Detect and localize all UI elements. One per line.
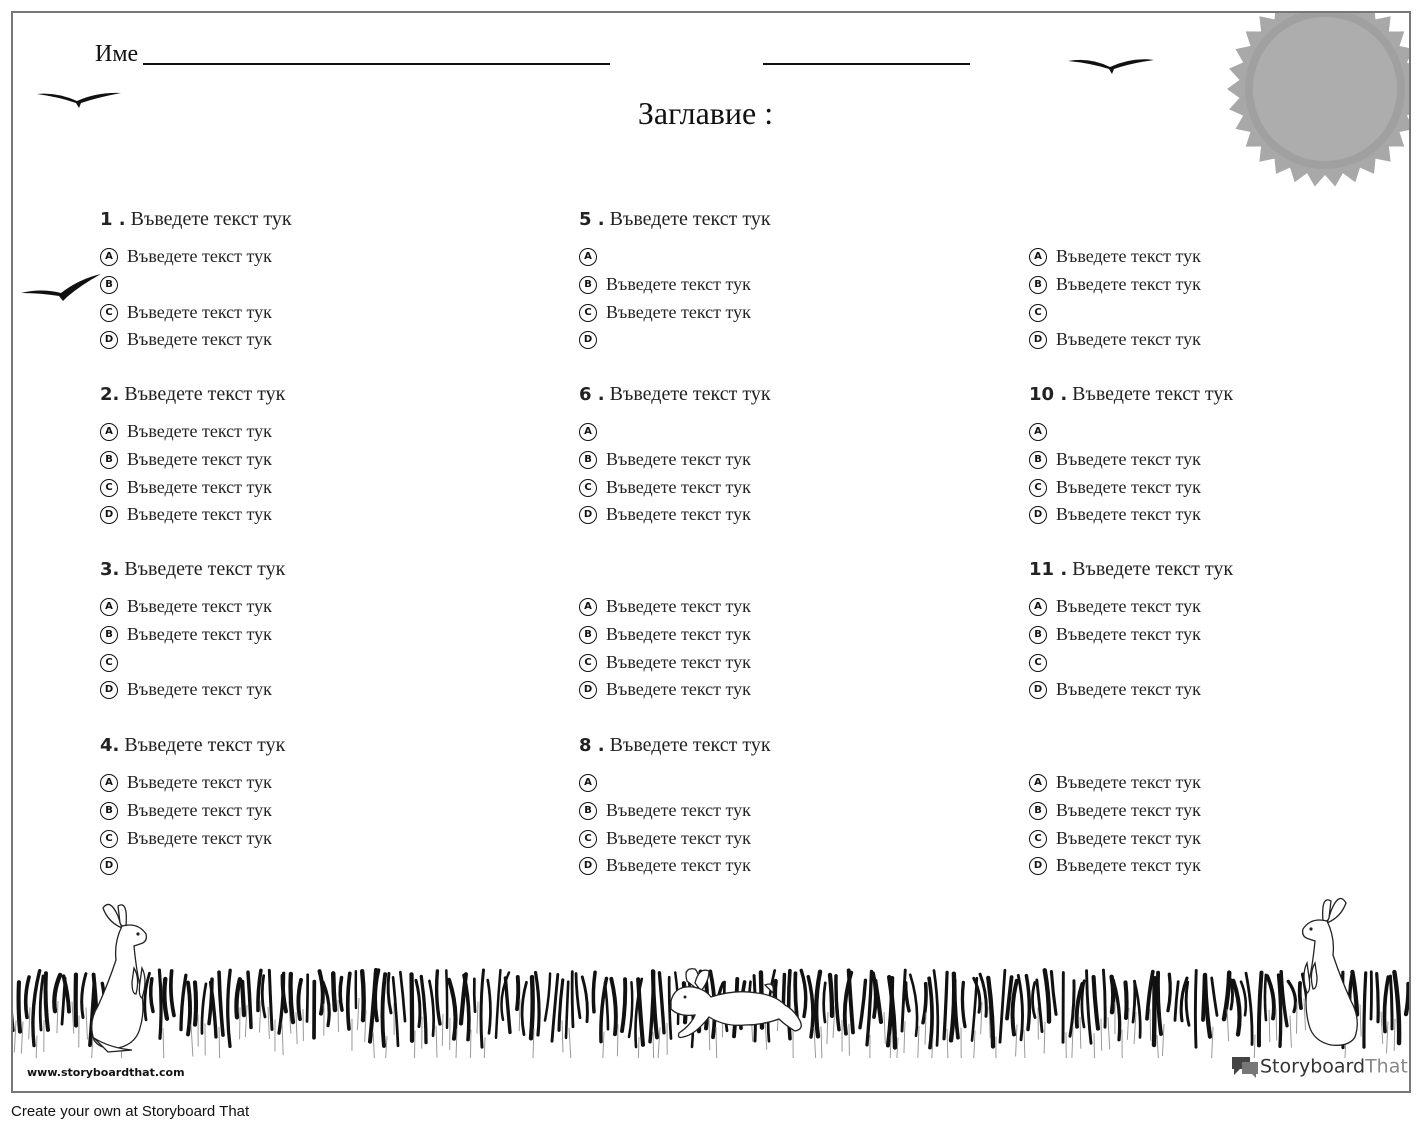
option-bubble-a[interactable]: A bbox=[1029, 774, 1047, 792]
option-bubble-a[interactable]: A bbox=[1029, 248, 1047, 266]
option-text: Въведете текст тук bbox=[1056, 449, 1201, 469]
answer-option[interactable] bbox=[100, 678, 272, 700]
answer-option[interactable] bbox=[100, 595, 272, 617]
option-text: Въведете текст тук bbox=[127, 772, 272, 792]
option-bubble-b[interactable]: B bbox=[1029, 626, 1047, 644]
answer-option[interactable] bbox=[1029, 854, 1201, 876]
speech-bubble-icon bbox=[1230, 1055, 1260, 1079]
option-text: Въведете текст тук bbox=[127, 421, 272, 441]
answer-option[interactable] bbox=[100, 623, 272, 645]
option-bubble-c[interactable]: C bbox=[100, 654, 118, 672]
option-text: Въведете текст тук bbox=[1056, 504, 1201, 524]
name-label: Име bbox=[95, 41, 139, 67]
question-heading[interactable] bbox=[100, 734, 285, 757]
answer-option[interactable] bbox=[1029, 273, 1201, 295]
option-bubble-c[interactable]: C bbox=[1029, 830, 1047, 848]
option-bubble-c[interactable]: C bbox=[1029, 479, 1047, 497]
question-heading[interactable] bbox=[1029, 383, 1233, 406]
question-text: Въведете текст тук bbox=[124, 383, 286, 405]
option-text: Въведете текст тук bbox=[606, 274, 751, 294]
answer-option[interactable] bbox=[100, 503, 272, 525]
option-text: Въведете текст тук bbox=[127, 596, 272, 616]
option-text: Въведете текст тук bbox=[1056, 855, 1201, 875]
option-bubble-d[interactable]: D bbox=[100, 506, 118, 524]
answer-option[interactable] bbox=[579, 623, 751, 645]
question-number: 6 . bbox=[579, 384, 605, 405]
option-bubble-c[interactable]: C bbox=[1029, 654, 1047, 672]
answer-option[interactable] bbox=[579, 245, 606, 267]
option-bubble-d[interactable]: D bbox=[579, 331, 597, 349]
answer-option[interactable] bbox=[1029, 651, 1056, 673]
option-text: Въведете текст тук bbox=[606, 624, 751, 644]
option-bubble-b[interactable]: B bbox=[100, 802, 118, 820]
question-heading[interactable] bbox=[1029, 558, 1233, 581]
answer-option[interactable] bbox=[100, 827, 272, 849]
question-text: Въведете текст тук bbox=[130, 208, 292, 230]
option-text: Въведете текст тук bbox=[606, 679, 751, 699]
question-heading[interactable] bbox=[1029, 734, 1034, 757]
option-bubble-c[interactable]: C bbox=[100, 830, 118, 848]
option-bubble-b[interactable]: B bbox=[100, 451, 118, 469]
option-bubble-b[interactable]: B bbox=[1029, 451, 1047, 469]
name-input-line[interactable] bbox=[143, 63, 610, 65]
rabbit-icon bbox=[1281, 891, 1361, 1051]
option-text: Въведете текст тук bbox=[606, 828, 751, 848]
option-bubble-a[interactable]: A bbox=[579, 248, 597, 266]
option-text: Въведете текст тук bbox=[1056, 246, 1201, 266]
answer-option[interactable] bbox=[579, 476, 751, 498]
answer-option[interactable] bbox=[579, 678, 751, 700]
option-text: Въведете текст тук bbox=[127, 679, 272, 699]
worksheet bbox=[11, 11, 1411, 1093]
rabbit-icon bbox=[665, 965, 810, 1045]
answer-option[interactable] bbox=[579, 273, 751, 295]
option-bubble-d[interactable]: D bbox=[1029, 681, 1047, 699]
option-bubble-b[interactable]: B bbox=[1029, 276, 1047, 294]
option-text: Въведете текст тук bbox=[1056, 772, 1201, 792]
option-text: Въведете текст тук bbox=[1056, 800, 1201, 820]
option-bubble-c[interactable]: C bbox=[1029, 304, 1047, 322]
brand-that: That bbox=[1365, 1055, 1408, 1078]
option-text: Въведете текст тук bbox=[127, 828, 272, 848]
option-bubble-a[interactable]: A bbox=[1029, 598, 1047, 616]
option-text: Въведете текст тук bbox=[1056, 624, 1201, 644]
option-text: Въведете текст тук bbox=[127, 449, 272, 469]
option-text: Въведете текст тук bbox=[127, 800, 272, 820]
option-bubble-d[interactable]: D bbox=[579, 506, 597, 524]
option-bubble-d[interactable]: D bbox=[100, 681, 118, 699]
question-heading[interactable] bbox=[100, 558, 285, 581]
answer-option[interactable] bbox=[100, 328, 272, 350]
answer-option[interactable] bbox=[1029, 245, 1201, 267]
answer-option[interactable] bbox=[100, 420, 272, 442]
option-text: Въведете текст тук bbox=[606, 800, 751, 820]
question-heading[interactable] bbox=[100, 208, 292, 231]
question-text: Въведете текст тук bbox=[1072, 558, 1234, 580]
option-bubble-a[interactable]: A bbox=[579, 774, 597, 792]
option-bubble-c[interactable]: C bbox=[579, 304, 597, 322]
answer-option[interactable] bbox=[100, 245, 272, 267]
option-text: Въведете текст тук bbox=[606, 477, 751, 497]
answer-option[interactable] bbox=[100, 301, 272, 323]
answer-option[interactable] bbox=[579, 301, 751, 323]
answer-option[interactable] bbox=[579, 799, 751, 821]
credit-text[interactable]: Create your own at Storyboard That bbox=[11, 1103, 250, 1120]
question-heading[interactable] bbox=[579, 383, 771, 406]
brand-storyboard: Storyboard bbox=[1260, 1055, 1366, 1078]
option-text: Въведете текст тук bbox=[1056, 477, 1201, 497]
answer-option[interactable] bbox=[579, 827, 751, 849]
option-bubble-a[interactable]: A bbox=[100, 423, 118, 441]
option-bubble-c[interactable]: C bbox=[579, 830, 597, 848]
option-bubble-a[interactable]: A bbox=[100, 248, 118, 266]
option-text: Въведете текст тук bbox=[606, 652, 751, 672]
footer-url[interactable]: www.storyboardthat.com bbox=[27, 1066, 185, 1079]
answer-option[interactable] bbox=[1029, 476, 1201, 498]
question-heading[interactable] bbox=[1029, 208, 1034, 231]
option-text: Въведете текст тук bbox=[1056, 596, 1201, 616]
answer-option[interactable] bbox=[1029, 595, 1201, 617]
answer-option[interactable] bbox=[1029, 771, 1201, 793]
answer-option[interactable] bbox=[1029, 827, 1201, 849]
answer-option[interactable] bbox=[579, 420, 606, 442]
option-text: Въведете текст тук bbox=[606, 596, 751, 616]
question-number: 2. bbox=[100, 384, 120, 405]
option-bubble-b[interactable]: B bbox=[579, 276, 597, 294]
question-heading[interactable] bbox=[579, 208, 771, 231]
option-bubble-d[interactable]: D bbox=[100, 331, 118, 349]
option-bubble-b[interactable]: B bbox=[1029, 802, 1047, 820]
answer-option[interactable] bbox=[579, 595, 751, 617]
storyboardthat-logo[interactable] bbox=[1230, 1055, 1408, 1079]
question-text: Въведете текст тук bbox=[124, 558, 286, 580]
option-bubble-d[interactable]: D bbox=[579, 857, 597, 875]
answer-option[interactable] bbox=[1029, 678, 1201, 700]
option-bubble-d[interactable]: D bbox=[1029, 331, 1047, 349]
option-bubble-a[interactable]: A bbox=[100, 774, 118, 792]
option-bubble-c[interactable]: C bbox=[100, 304, 118, 322]
option-text: Въведете текст тук bbox=[127, 477, 272, 497]
option-text: Въведете текст тук bbox=[127, 246, 272, 266]
answer-option[interactable] bbox=[579, 771, 606, 793]
answer-option[interactable] bbox=[579, 651, 751, 673]
question-number: 11 . bbox=[1029, 559, 1068, 580]
option-bubble-c[interactable]: C bbox=[579, 479, 597, 497]
option-text: Въведете текст тук bbox=[1056, 828, 1201, 848]
option-text: Въведете текст тук bbox=[1056, 274, 1201, 294]
option-bubble-a[interactable]: A bbox=[1029, 423, 1047, 441]
answer-option[interactable] bbox=[100, 854, 127, 876]
option-bubble-c[interactable]: C bbox=[100, 479, 118, 497]
question-text: Въведете текст тук bbox=[124, 734, 286, 756]
answer-option[interactable] bbox=[1029, 301, 1056, 323]
option-text: Въведете текст тук bbox=[606, 302, 751, 322]
option-bubble-d[interactable]: D bbox=[1029, 506, 1047, 524]
answer-option[interactable] bbox=[1029, 420, 1056, 442]
question-number: 8 . bbox=[579, 735, 605, 756]
option-text: Въведете текст тук bbox=[606, 504, 751, 524]
option-bubble-b[interactable]: B bbox=[100, 626, 118, 644]
option-bubble-d[interactable]: D bbox=[1029, 857, 1047, 875]
option-bubble-b[interactable]: B bbox=[100, 276, 118, 294]
option-bubble-b[interactable]: B bbox=[579, 451, 597, 469]
option-text: Въведете текст тук bbox=[606, 449, 751, 469]
option-bubble-c[interactable]: C bbox=[579, 654, 597, 672]
option-text: Въведете текст тук bbox=[1056, 329, 1201, 349]
option-bubble-a[interactable]: A bbox=[100, 598, 118, 616]
question-text: Въведете текст тук bbox=[609, 208, 771, 230]
option-bubble-b[interactable]: B bbox=[579, 802, 597, 820]
answer-option[interactable] bbox=[100, 476, 272, 498]
option-bubble-d[interactable]: D bbox=[579, 681, 597, 699]
answer-option[interactable] bbox=[579, 448, 751, 470]
rabbit-icon bbox=[88, 898, 168, 1053]
option-bubble-a[interactable]: A bbox=[579, 423, 597, 441]
answer-option[interactable] bbox=[100, 771, 272, 793]
answer-option[interactable] bbox=[1029, 623, 1201, 645]
answer-option[interactable] bbox=[100, 651, 127, 673]
question-text: Въведете текст тук bbox=[609, 734, 771, 756]
answer-option[interactable] bbox=[100, 448, 272, 470]
question-number: 3. bbox=[100, 559, 120, 580]
question-heading[interactable] bbox=[579, 558, 584, 581]
question-text: Въведете текст тук bbox=[1072, 383, 1234, 405]
question-heading[interactable] bbox=[579, 734, 771, 757]
question-number: 10 . bbox=[1029, 384, 1068, 405]
question-heading[interactable] bbox=[100, 383, 285, 406]
answer-option[interactable] bbox=[579, 503, 751, 525]
date-input-line[interactable] bbox=[763, 63, 970, 65]
answer-option[interactable] bbox=[1029, 799, 1201, 821]
question-number: 4. bbox=[100, 735, 120, 756]
option-bubble-b[interactable]: B bbox=[579, 626, 597, 644]
answer-option[interactable] bbox=[579, 854, 751, 876]
question-number: 1 . bbox=[100, 209, 126, 230]
option-text: Въведете текст тук bbox=[1056, 679, 1201, 699]
page-title: Заглавие : bbox=[637, 95, 774, 131]
answer-option[interactable] bbox=[100, 799, 272, 821]
bird-icon bbox=[21, 273, 101, 303]
option-text: Въведете текст тук bbox=[606, 855, 751, 875]
option-text: Въведете текст тук bbox=[127, 624, 272, 644]
answer-option[interactable] bbox=[1029, 448, 1201, 470]
option-bubble-a[interactable]: A bbox=[579, 598, 597, 616]
option-text: Въведете текст тук bbox=[127, 302, 272, 322]
option-bubble-d[interactable]: D bbox=[100, 857, 118, 875]
question-number: 5 . bbox=[579, 209, 605, 230]
answer-option[interactable] bbox=[1029, 503, 1201, 525]
option-text: Въведете текст тук bbox=[127, 504, 272, 524]
answer-option[interactable] bbox=[100, 273, 127, 295]
option-text: Въведете текст тук bbox=[127, 329, 272, 349]
question-text: Въведете текст тук bbox=[609, 383, 771, 405]
answer-option[interactable] bbox=[579, 328, 606, 350]
bird-icon bbox=[1068, 55, 1154, 77]
answer-option[interactable] bbox=[1029, 328, 1201, 350]
